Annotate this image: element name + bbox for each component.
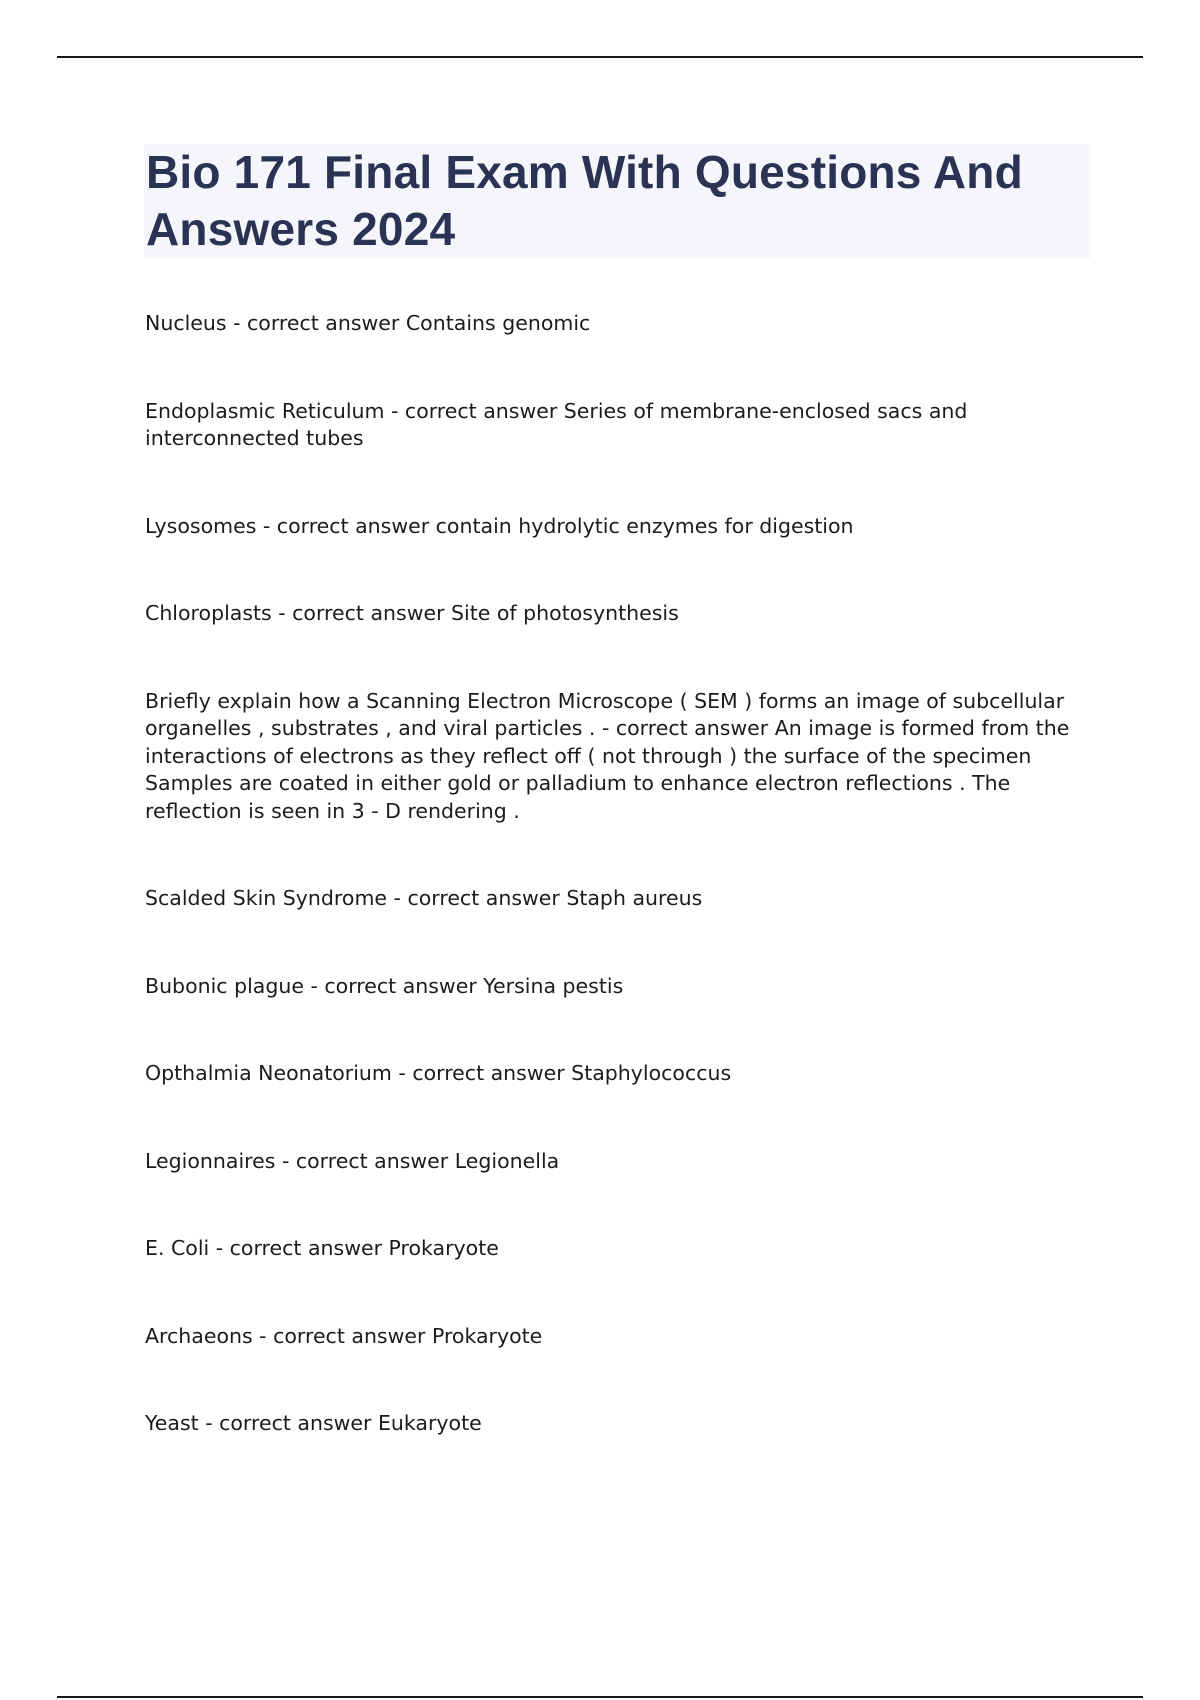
qa-item: E. Coli - correct answer Prokaryote — [145, 1236, 499, 1260]
qa-item: Endoplasmic Reticulum - correct answer Series of membrane-enclosed sacs and interconnected tubes — [145, 398, 968, 450]
qa-item: Archaeons - correct answer Prokaryote — [145, 1323, 543, 1348]
qa-item: Nucleus - correct answer Contains genomic — [145, 311, 591, 335]
qa-item: Chloroplasts - correct answer Site of photosynthesis — [145, 601, 679, 625]
qa-item: Lysosomes - correct answer contain hydrolytic enzymes for digestion — [145, 513, 854, 538]
qa-item: Scalded Skin Syndrome - correct answer Staph aureus — [145, 886, 703, 910]
title-box — [144, 144, 1090, 258]
qa-item: Yeast - correct answer Eukaryote — [145, 1411, 482, 1435]
document-title: Bio 171 Final Exam With Questions And Answers 2024 — [146, 146, 1023, 255]
footer-rule — [57, 1696, 1143, 1698]
qa-item: Legionnaires - correct answer Legionella — [145, 1148, 560, 1173]
header-rule — [57, 56, 1143, 58]
qa-item: Opthalmia Neonatorium - correct answer Staphylococcus — [145, 1061, 732, 1085]
qa-list — [145, 310, 1090, 1498]
qa-item: Briefly explain how a Scanning Electron Microscope ( SEM ) forms an image of subcellular organelles , substrates , and viral particles . - correct answer An image is formed from the interactions of electrons as they reflect off ( not through ) the surface of the specimen Samples are coated in either gold or palladium to enhance electron reflections . The reflection is seen in 3 - D rendering . — [145, 688, 1070, 823]
qa-item: Bubonic plague - correct answer Yersina pestis — [145, 973, 624, 998]
